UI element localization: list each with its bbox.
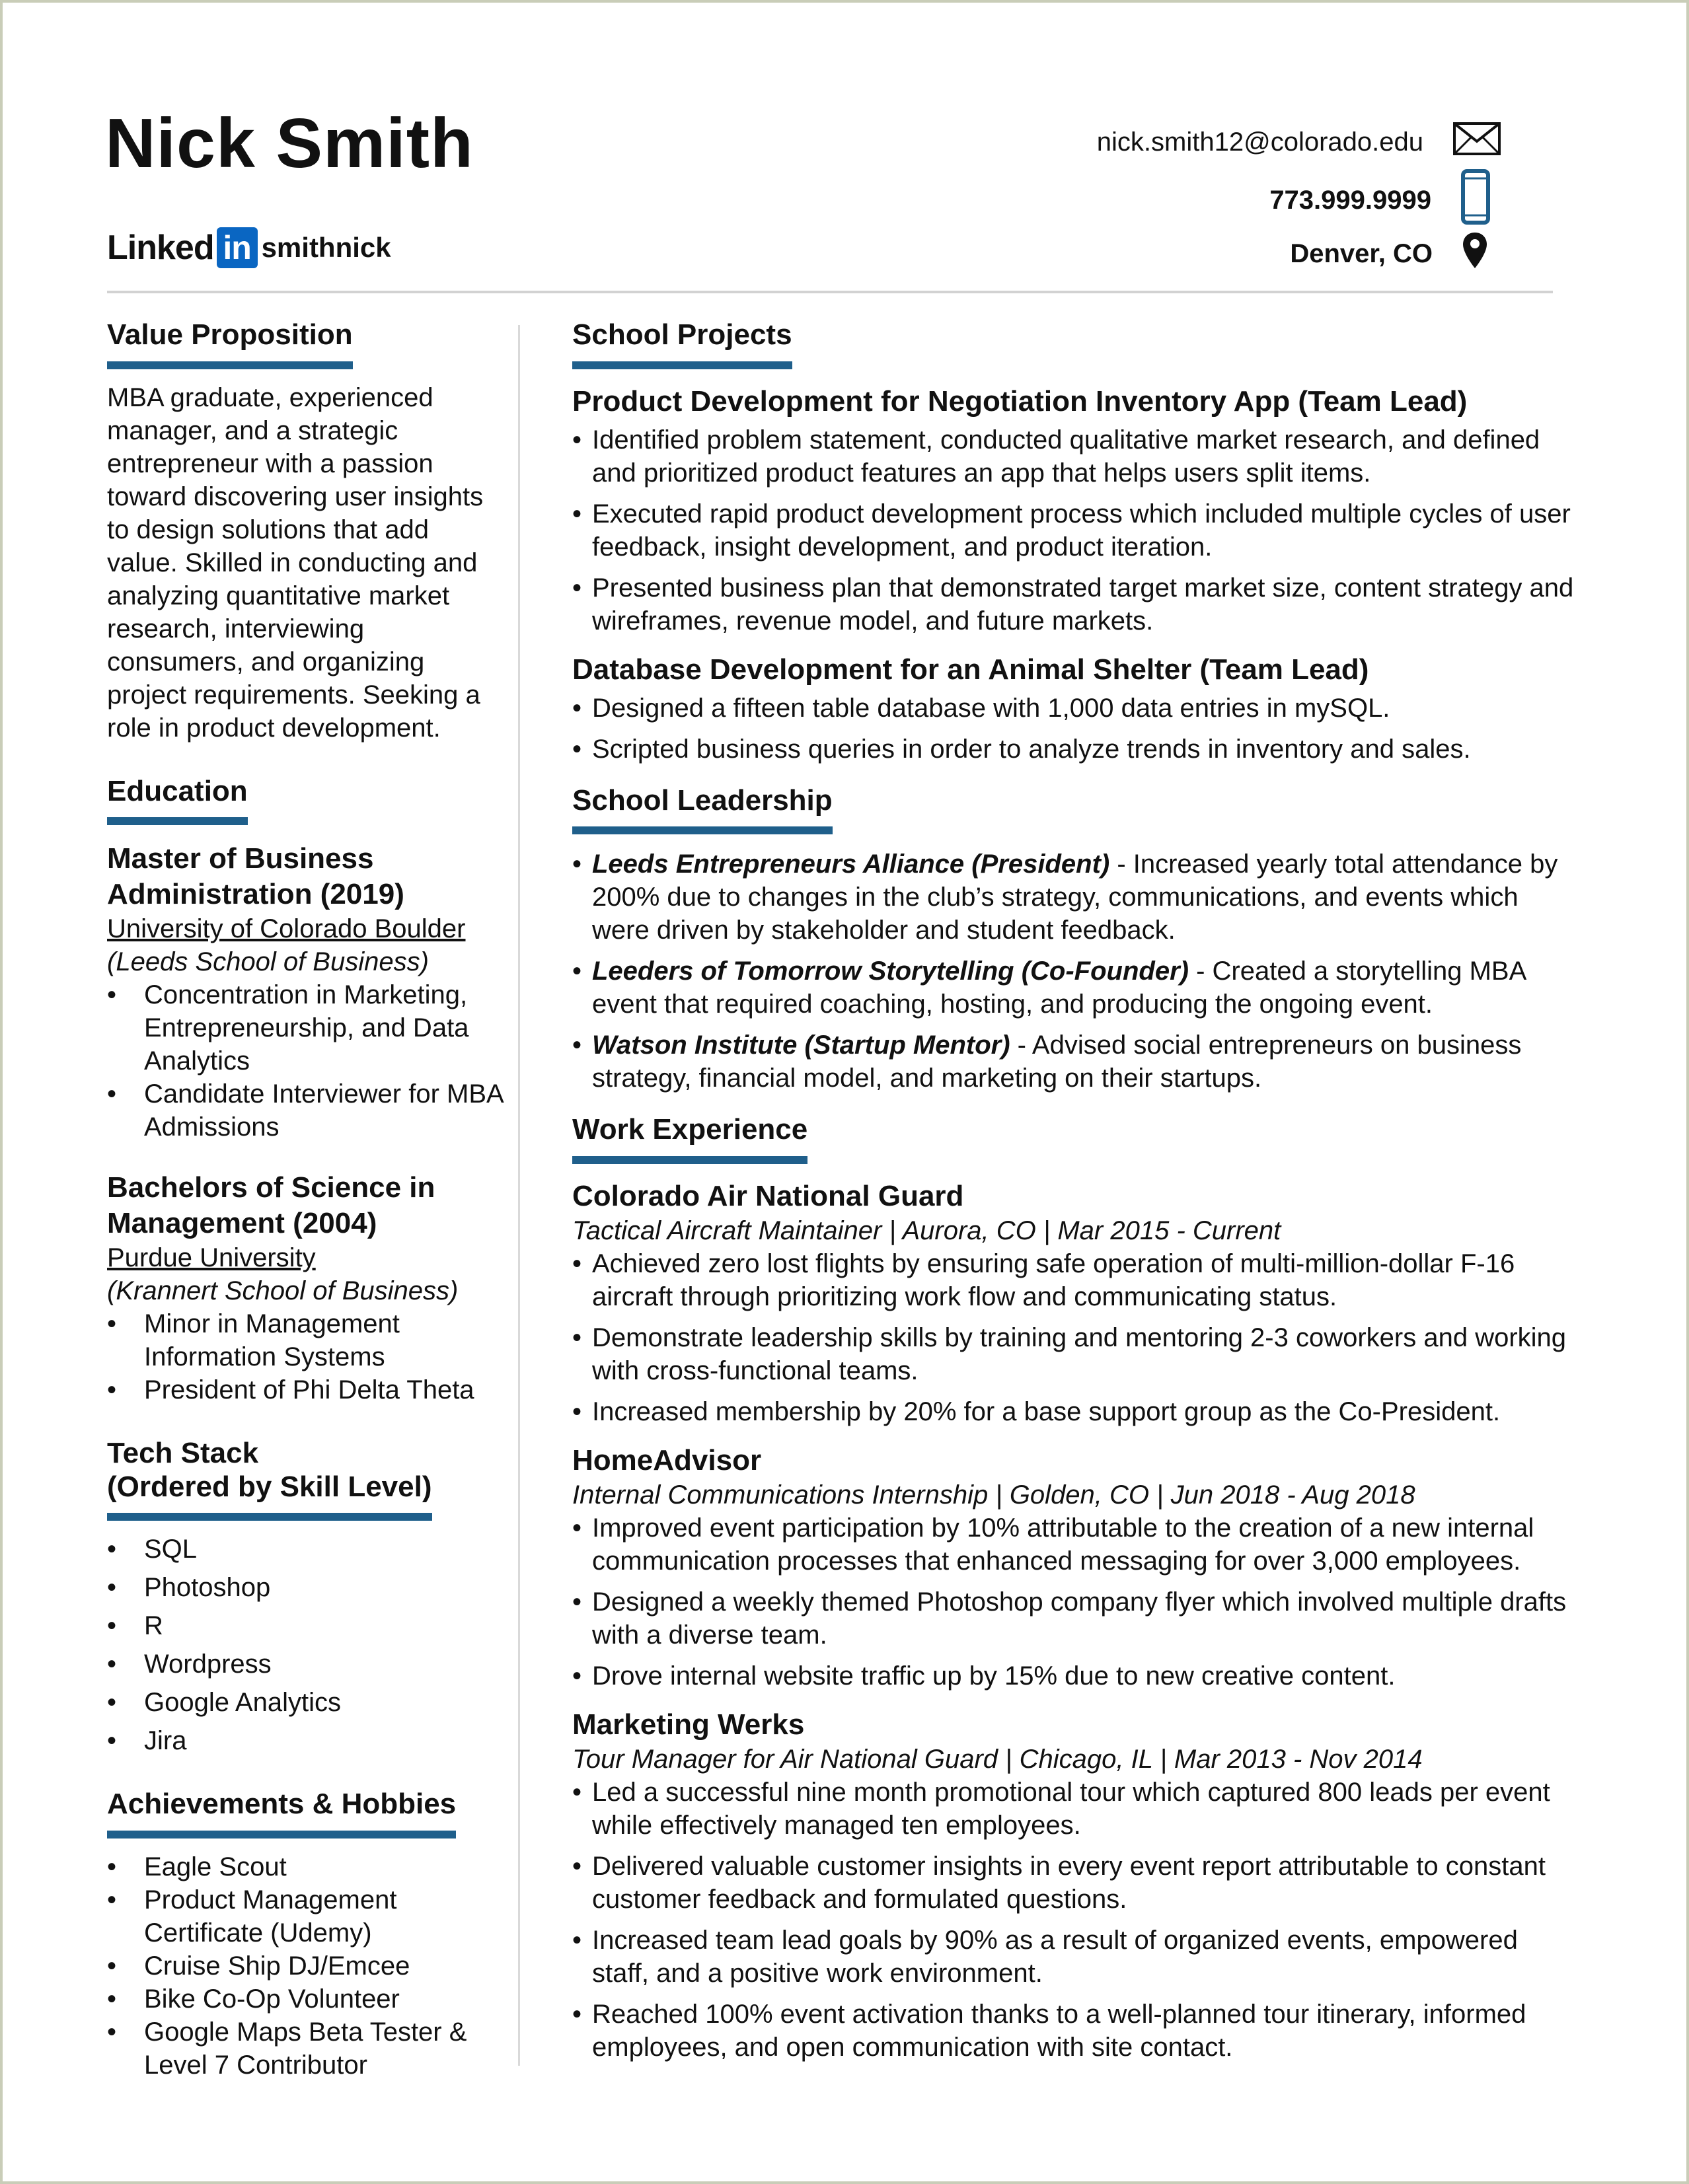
candidate-name: Nick Smith xyxy=(105,104,474,182)
list-item: • Photoshop xyxy=(107,1571,504,1604)
list-item: • President of Phi Delta Theta xyxy=(107,1373,504,1406)
tech-stack-title: Tech Stack xyxy=(107,1437,259,1470)
leadership-role: Leeders of Tomorrow Storytelling (Co-Founder) xyxy=(592,957,1189,986)
value-proposition-text: MBA graduate, experienced manager, and a strategic entrepreneur with a passion toward discovering user insights to design solutions that add value. Skilled in conducting and analyzing quantitative market research, interviewing consumers, and organizing project requirements. Seeking a role in product development. xyxy=(107,382,484,743)
job-bullets xyxy=(572,1247,1577,1428)
list-item: • SQL xyxy=(107,1533,504,1566)
list-item: • Increased membership by 20% for a base support group as the Co-President. xyxy=(572,1395,1577,1428)
linkedin-word: Linked xyxy=(107,229,214,267)
list-item: • Executed rapid product development process which included multiple cycles of user feedback, insight development, and product iteration. xyxy=(572,497,1577,564)
list-item: • Achieved zero lost flights by ensuring safe operation of multi-million-dollar F-16 aircraft through prioritizing work flow and communicating status. xyxy=(572,1247,1577,1313)
job-subtitle: Tactical Aircraft Maintainer | Aurora, CO | Mar 2015 - Current xyxy=(572,1216,1281,1245)
contact-email[interactable] xyxy=(1097,122,1501,163)
list-item: • Improved event participation by 10% attributable to the creation of a new internal communication processes that enhanced messaging for over 3,000 employees. xyxy=(572,1511,1577,1578)
leadership-text: - Advised social entrepreneurs on business strategy, financial model, and marketing on their startups. xyxy=(592,1031,1522,1093)
list-item xyxy=(572,955,1577,1021)
tech-stack-list xyxy=(107,1533,504,1757)
list-item: • Increased team lead goals by 90% as a result of organized events, empowered staff, and a positive work environment. xyxy=(572,1924,1577,1990)
resume-page xyxy=(3,3,1686,2181)
list-item: • Designed a weekly themed Photoshop company flyer which involved multiple drafts with a diverse team. xyxy=(572,1585,1577,1652)
degree-title: Bachelors of Science in Management (2004) xyxy=(107,1171,435,1240)
list-item: • Presented business plan that demonstrated target market size, content strategy and wireframes, revenue model, and future markets. xyxy=(572,571,1577,637)
list-item: • Jira xyxy=(107,1724,504,1757)
list-item: • Scripted business queries in order to analyze trends in inventory and sales. xyxy=(572,733,1577,766)
work-experience-section xyxy=(572,1113,1577,2064)
job-bullets xyxy=(572,1511,1577,1693)
job-entry xyxy=(572,1707,1577,2064)
job-company: Marketing Werks xyxy=(572,1708,805,1741)
job-entry xyxy=(572,1443,1577,1693)
contact-location xyxy=(1290,231,1501,276)
degree-title: Master of Business Administration (2019) xyxy=(107,842,404,911)
list-item: • Identified problem statement, conducted qualitative market research, and defined and prioritized product features an app that helps users split items. xyxy=(572,423,1577,490)
value-proposition-section xyxy=(107,318,504,745)
job-subtitle: Internal Communications Internship | Golden, CO | Jun 2018 - Aug 2018 xyxy=(572,1480,1415,1510)
list-item: • Concentration in Marketing, Entrepreneurship, and Data Analytics xyxy=(107,978,504,1077)
tech-stack-subtitle: (Ordered by Skill Level) xyxy=(107,1470,432,1503)
degree-bullets xyxy=(107,978,504,1144)
education-section xyxy=(107,775,504,1407)
envelope-icon xyxy=(1452,122,1501,163)
list-item: • Bike Co-Op Volunteer xyxy=(107,1983,504,2016)
school-projects-section xyxy=(572,318,1577,766)
list-item: • Designed a fifteen table database with 1,000 data entries in mySQL. xyxy=(572,692,1577,725)
project-entry xyxy=(572,384,1577,637)
list-item: • Google Maps Beta Tester & Level 7 Contributor xyxy=(107,2016,504,2082)
project-title: Database Development for an Animal Shelter (Team Lead) xyxy=(572,653,1369,686)
email-text: nick.smith12@colorado.edu xyxy=(1096,127,1423,157)
map-pin-icon xyxy=(1462,231,1488,276)
project-title: Product Development for Negotiation Inventory App (Team Lead) xyxy=(572,384,1468,418)
linkedin-icon: in xyxy=(217,227,258,268)
project-bullets xyxy=(572,692,1577,766)
job-entry xyxy=(572,1179,1577,1428)
section-title: Work Experience xyxy=(572,1113,807,1164)
list-item: • Minor in Management Information Systems xyxy=(107,1307,504,1373)
list-item: • R xyxy=(107,1609,504,1642)
list-item: • Candidate Interviewer for MBA Admissions xyxy=(107,1077,504,1144)
list-item: • Cruise Ship DJ/Emcee xyxy=(107,1949,504,1983)
section-title: Value Proposition xyxy=(107,318,353,369)
list-item: • Demonstrate leadership skills by training and mentoring 2-3 coworkers and working with cross-functional teams. xyxy=(572,1321,1577,1387)
column-divider xyxy=(518,325,520,2066)
tech-stack-section xyxy=(107,1437,504,1757)
list-item: • Wordpress xyxy=(107,1648,504,1681)
job-company: HomeAdvisor xyxy=(572,1443,762,1476)
achievements-section xyxy=(107,1788,504,2082)
section-title: Education xyxy=(107,775,248,826)
list-item: • Eagle Scout xyxy=(107,1850,504,1883)
list-item xyxy=(572,848,1577,947)
job-subtitle: Tour Manager for Air National Guard | Chicago, IL | Mar 2013 - Nov 2014 xyxy=(572,1744,1423,1774)
school-leadership-section xyxy=(572,784,1577,1095)
section-title xyxy=(107,1437,432,1521)
section-title: School Leadership xyxy=(572,784,833,835)
section-title: School Projects xyxy=(572,318,792,369)
list-item: • Drove internal website traffic up by 15% due to new creative content. xyxy=(572,1659,1577,1693)
list-item: • Led a successful nine month promotional tour which captured 800 leads per event while effectively managed ten employees. xyxy=(572,1776,1577,1842)
degree-bullets xyxy=(107,1307,504,1406)
section-title: Achievements & Hobbies xyxy=(107,1788,456,1838)
list-item xyxy=(572,1029,1577,1095)
job-company: Colorado Air National Guard xyxy=(572,1179,964,1212)
list-item: • Reached 100% event activation thanks to a well-planned tour itinerary, informed employees, and open communication with site contact. xyxy=(572,1998,1577,2064)
leadership-list xyxy=(572,848,1577,1095)
list-item: • Google Analytics xyxy=(107,1686,504,1719)
phone-icon xyxy=(1460,169,1491,231)
leadership-role: Watson Institute (Startup Mentor) xyxy=(592,1031,1010,1060)
university-name: University of Colorado Boulder xyxy=(107,914,466,944)
job-bullets xyxy=(572,1776,1577,2064)
degree-entry xyxy=(107,1170,504,1406)
school-name: (Leeds School of Business) xyxy=(107,947,429,977)
achievements-list xyxy=(107,1850,504,2082)
list-item: • Product Management Certificate (Udemy) xyxy=(107,1883,504,1949)
header-divider xyxy=(107,291,1553,293)
university-name: Purdue University xyxy=(107,1243,316,1273)
leadership-text: - Created a storytelling MBA event that required coaching, hosting, and producing the ongoing event. xyxy=(592,957,1526,1019)
degree-entry xyxy=(107,841,504,1144)
project-bullets xyxy=(572,423,1577,637)
location-text: Denver, CO xyxy=(1290,238,1433,268)
leadership-text: - Increased yearly total attendance by 200% due to changes in the club’s strategy, communications, and events which were driven by stakeholder and student feedback. xyxy=(592,850,1558,945)
linkedin-username: smithnick xyxy=(261,232,391,263)
right-column xyxy=(572,318,1577,2094)
linkedin-handle[interactable] xyxy=(107,227,391,268)
list-item: • Delivered valuable customer insights in every event report attributable to constant customer feedback and formulated questions. xyxy=(572,1850,1577,1916)
leadership-role: Leeds Entrepreneurs Alliance (President) xyxy=(592,850,1110,879)
school-name: (Krannert School of Business) xyxy=(107,1276,459,1306)
contact-phone[interactable] xyxy=(1269,169,1501,231)
left-column xyxy=(107,318,504,2112)
phone-text: 773.999.9999 xyxy=(1269,185,1431,215)
project-entry xyxy=(572,652,1577,766)
